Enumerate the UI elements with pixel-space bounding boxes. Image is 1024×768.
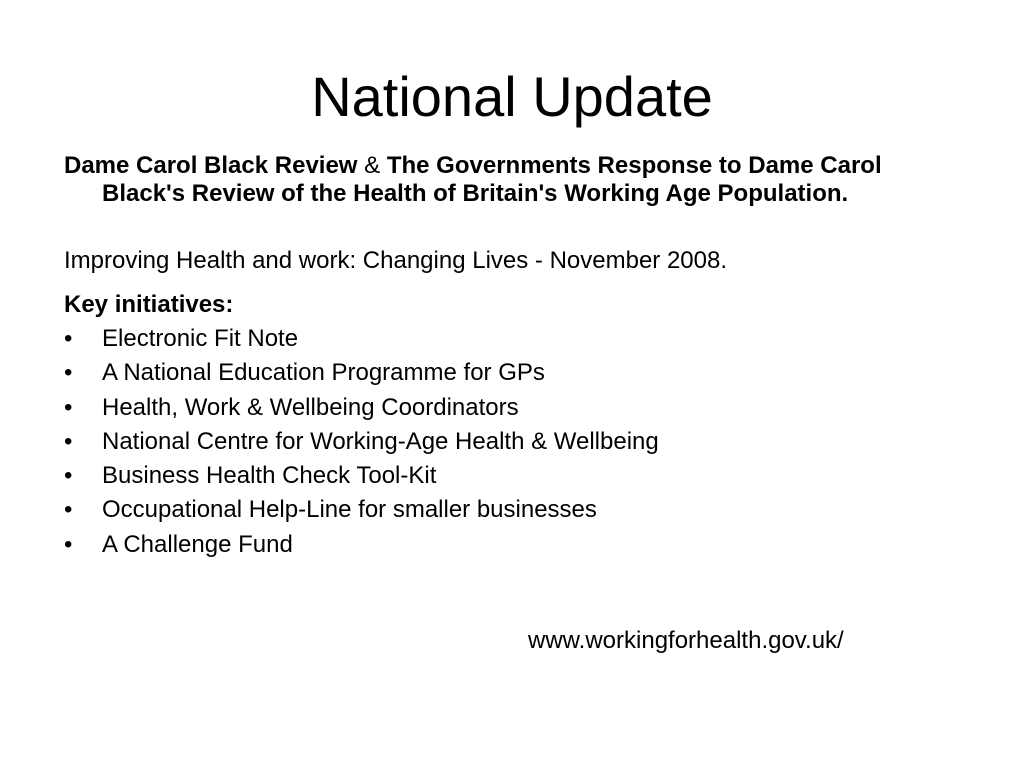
initiative-label: Business Health Check Tool-Kit	[102, 462, 437, 490]
review-connector: &	[364, 152, 381, 179]
initiative-item	[64, 322, 944, 356]
bullet-icon: •	[64, 496, 73, 524]
bullet-icon: •	[64, 530, 73, 558]
bullet-icon: •	[64, 325, 73, 352]
initiative-item	[64, 425, 944, 459]
bullet-icon: •	[64, 427, 73, 455]
report-line: Improving Health and work: Changing Lives - November 2008.	[64, 247, 728, 274]
initiative-label: Occupational Help-Line for smaller businesses	[102, 496, 597, 524]
slide-title: National Update	[311, 65, 713, 128]
government-response-title: The Governments Response to Dame Carol Black's Review of the Health of Britain's Working Age Population.	[102, 152, 882, 207]
initiative-label: Electronic Fit Note	[102, 325, 299, 352]
bullet-icon: •	[64, 393, 73, 421]
initiative-item	[64, 356, 944, 390]
review-paragraph	[64, 152, 944, 208]
initiative-label: A National Education Programme for GPs	[102, 359, 545, 387]
initiative-label: A Challenge Fund	[102, 530, 293, 558]
initiative-label: Health, Work & Wellbeing Coordinators	[102, 393, 519, 421]
initiative-label: National Centre for Working-Age Health & Wellbeing	[102, 427, 659, 455]
bullet-icon: •	[64, 359, 73, 387]
key-initiatives-heading: Key initiatives:	[64, 291, 234, 318]
initiative-item	[64, 493, 944, 527]
bullet-icon: •	[64, 462, 73, 490]
initiative-item	[64, 391, 944, 425]
initiative-item	[64, 459, 944, 493]
review-name: Dame Carol Black Review	[64, 152, 358, 179]
slide-content	[64, 152, 944, 562]
initiatives-list	[64, 322, 944, 562]
initiative-item	[64, 528, 944, 562]
website-url: www.workingforhealth.gov.uk/	[528, 627, 844, 654]
